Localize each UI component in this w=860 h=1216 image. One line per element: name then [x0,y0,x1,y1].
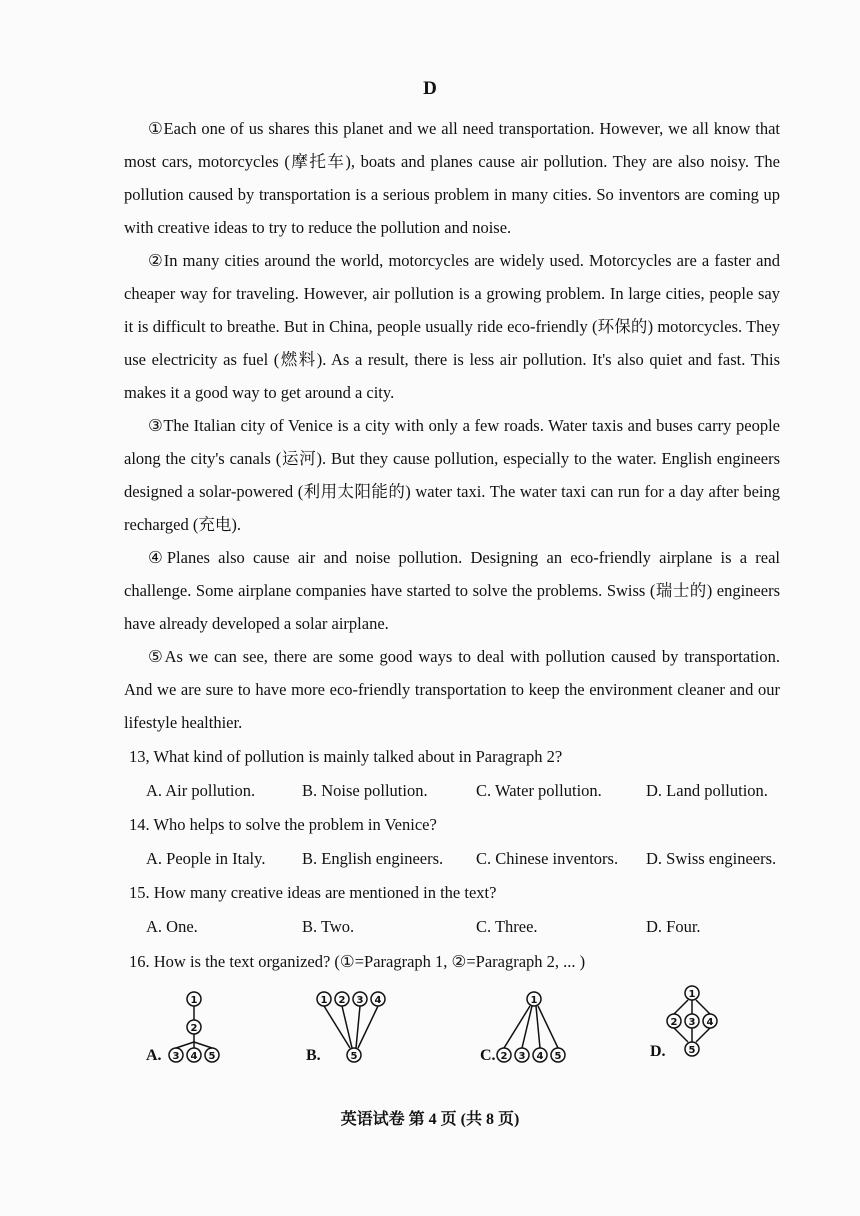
option-a[interactable]: A. People in Italy. [146,849,266,868]
paragraph-2: ②In many cities around the world, motorcycles are widely used. Motorcycles are a faster and cheaper way for traveling. However, air pollution is a growing problem. In large cities, people say it is difficult to breathe. But in China, people usually ride eco-friendly (环保的) motorcycles. They use electricity as fuel (燃料). As a result, there is less air pollution. It's also quiet and fast. This makes it a good way to get around a city. [124,251,780,402]
node-5: 5 [688,1045,696,1056]
option-c[interactable]: C. Three. [476,917,538,936]
node-2: 2 [670,1017,678,1028]
node-3: 3 [356,995,364,1006]
option-b-label[interactable]: B. [306,1047,321,1064]
option-b[interactable]: B. English engineers. [302,849,444,868]
node-2: 2 [338,995,346,1006]
node-5: 5 [350,1051,358,1062]
node-4: 4 [374,995,382,1006]
option-d[interactable]: D. Swiss engineers. [646,849,777,868]
section-title: D [423,78,437,99]
diagram-a[interactable] [160,986,230,1066]
page-footer: 英语试卷 第 4 页 (共 8 页) [340,1111,520,1128]
question-13: 13, What kind of pollution is mainly talked about in Paragraph 2? [129,747,563,766]
option-a[interactable]: A. One. [146,917,198,936]
node-3: 3 [518,1051,526,1062]
node-3: 3 [688,1017,696,1028]
node-1: 1 [688,989,696,1000]
paragraph-5: ⑤As we can see, there are some good ways to deal with pollution caused by transportation. And we are sure to have more eco-friendly transportation to keep the environment cleaner and our lifestyle healthier. [124,647,780,732]
paragraph-4: ④Planes also cause air and noise pollution. Designing an eco-friendly airplane is a real challenge. Some airplane companies have started to solve the problems. Swiss (瑞士的) engineers have already developed a solar airplane. [124,548,780,633]
question-16: 16. How is the text organized? (①=Paragraph 1, ②=Paragraph 2, ... ) [129,952,586,971]
paragraph-1: ①Each one of us shares this planet and we all need transportation. However, we all know that most cars, motorcycles (摩托车), boats and planes cause air pollution. They are also noisy. The pollution caused by transportation is a serious problem in many cities. So inventors are coming up with creative ideas to try to reduce the pollution and noise. [124,119,780,237]
option-c[interactable]: C. Water pollution. [476,781,602,800]
option-a-label[interactable]: A. [146,1047,162,1064]
node-4: 4 [706,1017,714,1028]
option-a[interactable]: A. Air pollution. [146,781,256,800]
node-1: 1 [190,995,198,1006]
node-4: 4 [536,1051,544,1062]
node-5: 5 [208,1051,216,1062]
node-2: 2 [500,1051,508,1062]
diagram-d[interactable] [662,980,722,1060]
option-c[interactable]: C. Chinese inventors. [476,849,619,868]
node-4: 4 [190,1051,198,1062]
paragraph-3: ③The Italian city of Venice is a city with only a few roads. Water taxis and buses carry people along the city's canals (运河). But they cause pollution, especially to the water. English engineers designed a solar-powered (利用太阳能的) water taxi. The water taxi can run for a day after being recharged (充电). [124,416,780,534]
node-1: 1 [320,995,328,1006]
option-d-label[interactable]: D. [650,1043,666,1060]
node-2: 2 [190,1023,198,1034]
node-3: 3 [172,1051,180,1062]
option-c-label[interactable]: C. [480,1047,496,1064]
option-d[interactable]: D. Land pollution. [646,781,768,800]
question-15: 15. How many creative ideas are mentioned in the text? [129,883,497,902]
reading-passage [124,112,780,739]
node-5: 5 [554,1051,562,1062]
question-14: 14. Who helps to solve the problem in Venice? [129,815,437,834]
diagram-b[interactable] [312,986,396,1066]
option-d[interactable]: D. Four. [646,917,701,936]
option-b[interactable]: B. Noise pollution. [302,781,428,800]
option-b[interactable]: B. Two. [302,917,355,936]
node-1: 1 [530,995,538,1006]
diagram-c[interactable] [492,986,576,1066]
